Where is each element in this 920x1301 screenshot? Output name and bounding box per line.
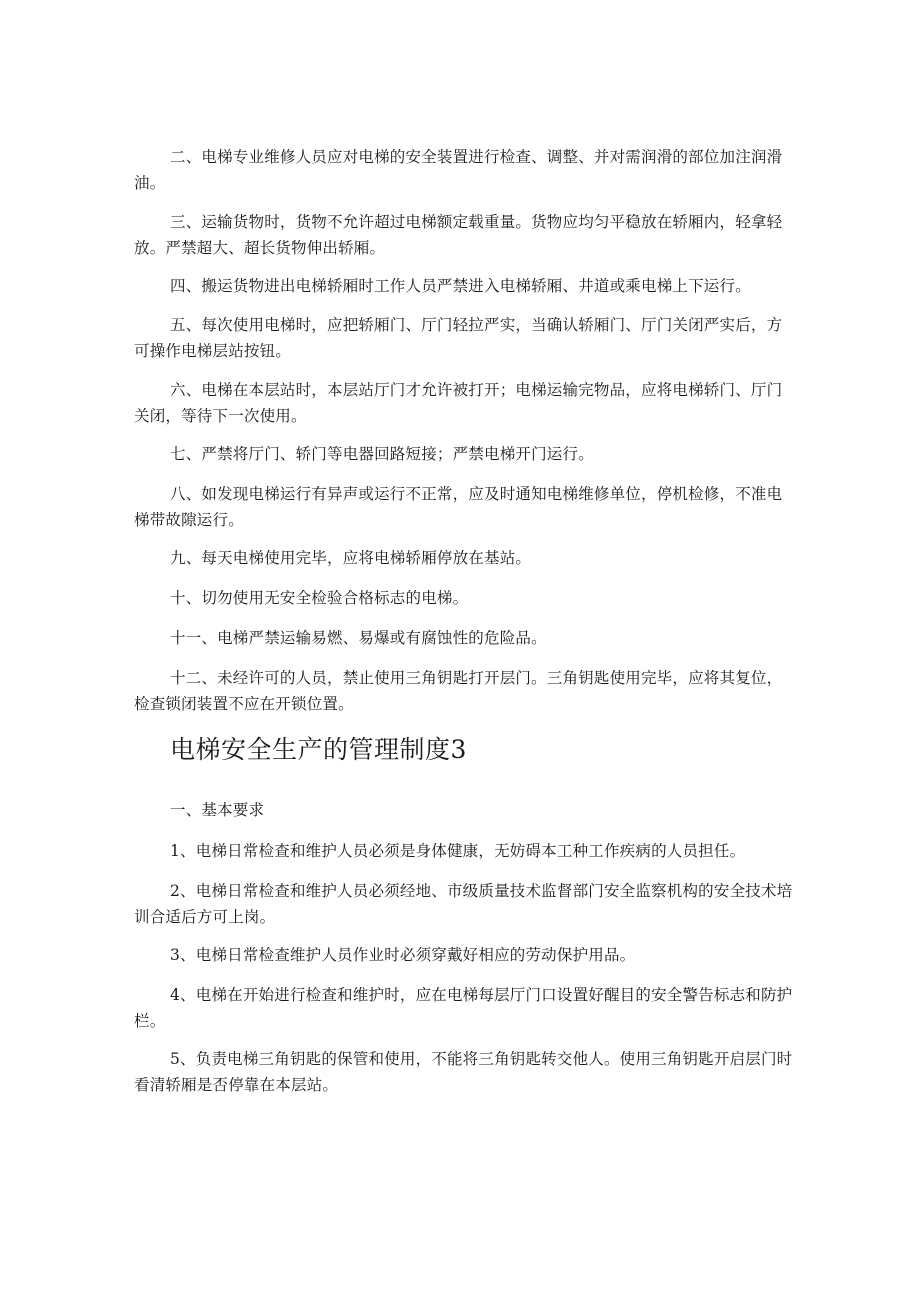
section2-item-5: 五、每次使用电梯时，应把轿厢门、厅门轻拉严实，当确认轿厢门、厅门关闭严实后，方可操作电梯层站按钮。 (134, 316, 783, 360)
section2-item-6: 六、电梯在本层站时，本层站厅门才允许被打开；电梯运输完物品，应将电梯轿门、厅门关闭，等待下一次使用。 (134, 381, 783, 425)
section2-item-9: 九、每天电梯使用完毕，应将电梯轿厢停放在基站。 (170, 549, 532, 567)
section3-item-1: 1、电梯日常检查和维护人员必须是身体健康，无妨碍本工种工作疾病的人员担任。 (170, 842, 746, 860)
section3-subtitle: 一、基本要求 (170, 801, 265, 819)
section3-title: 电梯安全生产的管理制度3 (170, 735, 467, 764)
section2-item-12: 十二、未经许可的人员，禁止使用三角钥匙打开层门。三角钥匙使用完毕，应将其复位，检查锁闭装置不应在开锁位置。 (134, 669, 783, 713)
section2-item-7: 七、严禁将厅门、轿门等电器回路短接；严禁电梯开门运行。 (170, 445, 594, 463)
section3-item-5: 5、负责电梯三角钥匙的保管和使用，不能将三角钥匙转交他人。使用三角钥匙开启层门时看清轿厢是否停靠在本层站。 (134, 1050, 793, 1094)
section3-item-2: 2、电梯日常检查和维护人员必须经地、市级质量技术监督部门安全监察机构的安全技术培训合适后方可上岗。 (134, 882, 793, 926)
section2-item-3: 三、运输货物时，货物不允许超过电梯额定载重量。货物应均匀平稳放在轿厢内，轻拿轻放。严禁超大、超长货物伸出轿厢。 (134, 213, 783, 257)
section2-item-11: 十一、电梯严禁运输易燃、易爆或有腐蚀性的危险品。 (170, 629, 547, 647)
section2-item-8: 八、如发现电梯运行有异声或运行不正常，应及时通知电梯维修单位，停机检修，不准电梯带故隙运行。 (134, 485, 783, 529)
section2-item-2: 二、电梯专业维修人员应对电梯的安全装置进行检查、调整、并对需润滑的部位加注润滑油。 (134, 148, 783, 192)
section3-item-4: 4、电梯在开始进行检查和维护时，应在电梯每层厅门口设置好醒目的安全警告标志和防护栏。 (134, 986, 793, 1030)
section2-item-4: 四、搬运货物进出电梯轿厢时工作人员严禁进入电梯轿厢、井道或乘电梯上下运行。 (170, 277, 751, 295)
section3-item-3: 3、电梯日常检查维护人员作业时必须穿戴好相应的劳动保护用品。 (170, 946, 636, 964)
section2-item-10: 十、切勿使用无安全检验合格标志的电梯。 (170, 589, 469, 607)
